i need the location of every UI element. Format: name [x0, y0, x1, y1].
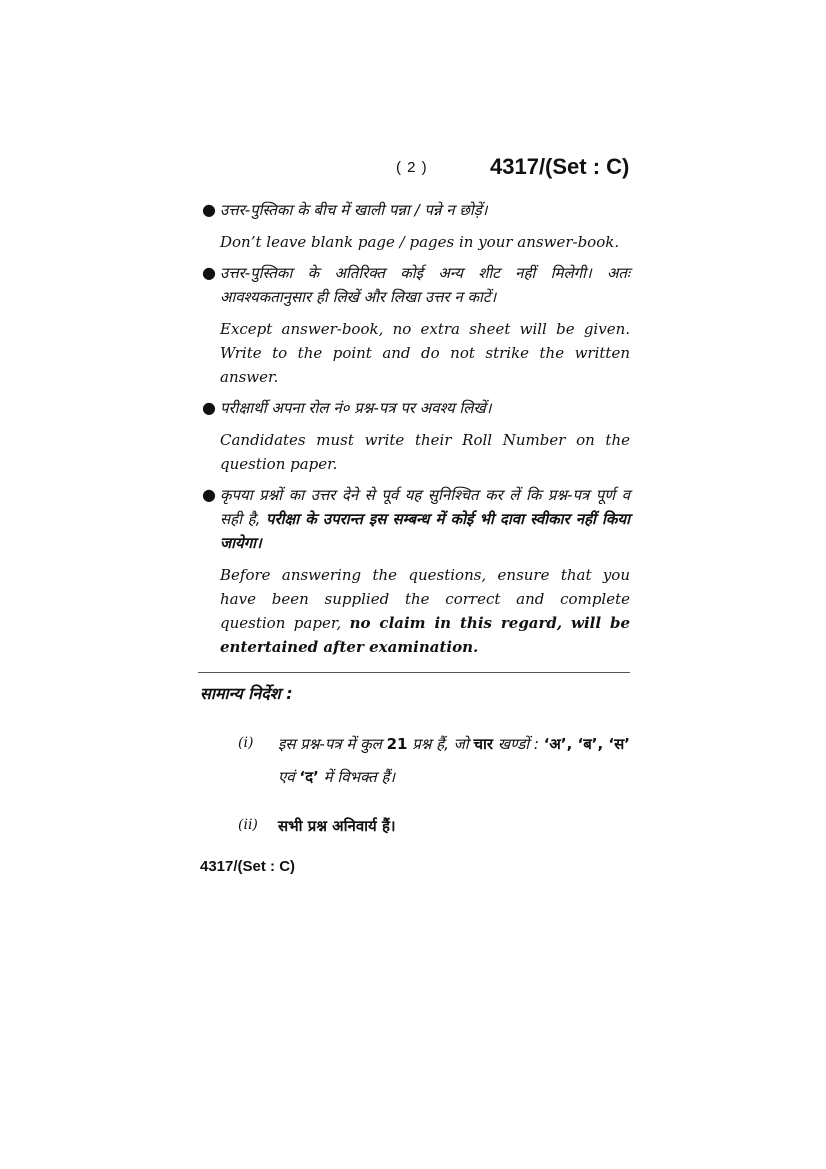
section-name-last: ‘द’ [299, 768, 319, 786]
list-item [198, 483, 630, 659]
hindi-instruction: परीक्षार्थी अपना रोल नं० प्रश्न-पत्र पर अवश्य लिखें। [220, 399, 492, 417]
text-segment: खण्डों : [497, 735, 539, 753]
question-count: 21 [386, 735, 408, 753]
list-item [198, 261, 630, 389]
page-number: ( 2 ) [396, 159, 428, 176]
general-instructions-heading: सामान्य निर्देश : [200, 684, 293, 703]
english-instruction: Except answer-book, no extra sheet will be given. Write to the point and do not strike the written answer. [220, 320, 630, 386]
item-text [278, 728, 630, 794]
divider [198, 672, 630, 673]
paper-code-footer: 4317/(Set : C) [200, 858, 296, 875]
english-text: Before answering the questions, ensure that you have been supplied the correct and complete question paper, [220, 566, 630, 632]
hindi-instruction [220, 483, 630, 555]
item-numeral: (i) [238, 735, 254, 751]
english-bold-text: no claim in this regard, will be entertained after examination. [220, 614, 630, 656]
bullet-icon: ● [202, 200, 216, 219]
english-instruction: Candidates must write their Roll Number on the question paper. [220, 431, 630, 473]
list-item [198, 198, 630, 254]
hindi-text: कृपया प्रश्नों का उत्तर देने से पूर्व यह सुनिश्चित कर लें कि प्रश्न-पत्र पूर्ण व सही है, [220, 486, 630, 528]
list-item [198, 396, 630, 476]
paper-code-header: 4317/(Set : C) [490, 154, 630, 179]
hindi-instruction: उत्तर-पुस्तिका के बीच में खाली पन्ना / पन्ने न छोड़ें। [220, 201, 488, 219]
english-instruction [220, 563, 630, 659]
english-instruction: Don’t leave blank page / pages in your answer-book. [220, 233, 620, 251]
hindi-bold-text: परीक्षा के उपरान्त इस सम्बन्ध में कोई भी दावा स्वीकार नहीं किया जायेगा। [220, 510, 630, 552]
text-segment: इस प्रश्न-पत्र में कुल [278, 735, 382, 753]
text-segment: प्रश्न हैं, जो [412, 735, 469, 753]
bullet-icon: ● [202, 263, 216, 282]
text-segment: सभी प्रश्न अनिवार्य हैं। [278, 817, 396, 835]
bullet-icon: ● [202, 485, 216, 504]
general-instruction-item [238, 728, 630, 794]
item-numeral: (ii) [238, 817, 258, 833]
hindi-instruction: उत्तर-पुस्तिका के अतिरिक्त कोई अन्य शीट नहीं मिलेगी। अतः आवश्यकतानुसार ही लिखें और लिखा उत्तर न काटें। [220, 264, 630, 306]
bullet-icon: ● [202, 398, 216, 417]
item-text [278, 810, 630, 843]
section-names: ‘अ’, ‘ब’, ‘स’ [543, 735, 630, 753]
section-count: चार [473, 735, 494, 753]
text-segment: में विभक्त हैं। [323, 768, 396, 786]
text-segment: एवं [278, 768, 295, 786]
instruction-list [198, 198, 630, 666]
general-instruction-item [238, 810, 630, 843]
